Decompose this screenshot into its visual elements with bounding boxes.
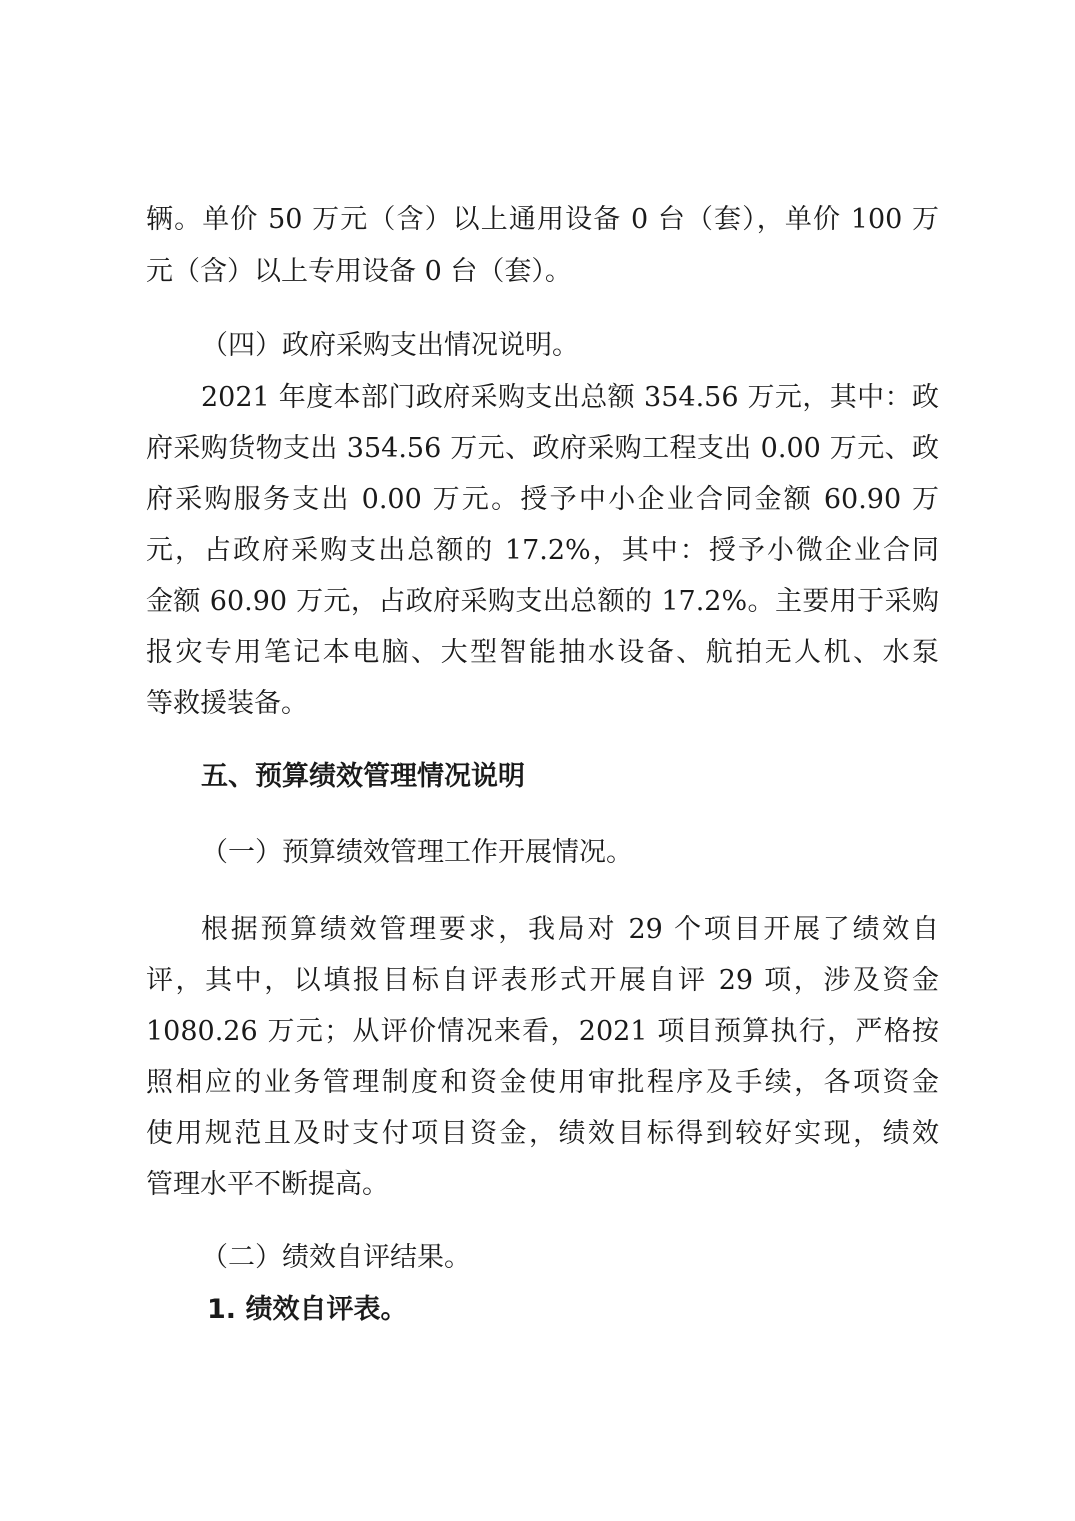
paragraph-line: 辆。单价 50 万元（含）以上通用设备 0 台（套），单价 100 万 [146,204,939,235]
subsection-heading-results: （二）绩效自评结果。 [201,1242,471,1273]
paragraph-line: 元（含）以上专用设备 0 台（套）。 [146,256,572,287]
paragraph-line: 照相应的业务管理制度和资金使用审批程序及手续，各项资金 [146,1067,939,1098]
paragraph-line: 根据预算绩效管理要求，我局对 29 个项目开展了绩效自 [201,914,939,945]
paragraph-line: 报灾专用笔记本电脑、大型智能抽水设备、航拍无人机、水泵 [146,637,939,668]
paragraph-line: 府采购货物支出 354.56 万元、政府采购工程支出 0.00 万元、政 [146,433,939,464]
section-heading-procurement: （四）政府采购支出情况说明。 [201,330,579,361]
paragraph-line: 元，占政府采购支出总额的 17.2%，其中：授予小微企业合同 [146,535,939,566]
paragraph-line: 管理水平不断提高。 [146,1169,389,1200]
paragraph-line: 等救援装备。 [146,688,308,719]
paragraph-line: 府采购服务支出 0.00 万元。授予中小企业合同金额 60.90 万 [146,484,939,515]
paragraph-line: 金额 60.90 万元，占政府采购支出总额的 17.2%。主要用于采购 [146,586,939,617]
item-heading-self-evaluation-table: 1. 绩效自评表。 [207,1294,408,1325]
subsection-heading-work: （一）预算绩效管理工作开展情况。 [201,837,633,868]
paragraph-line: 评，其中，以填报目标自评表形式开展自评 29 项，涉及资金 [146,965,939,996]
paragraph-line: 使用规范且及时支付项目资金，绩效目标得到较好实现，绩效 [146,1118,939,1149]
section-heading-budget-performance: 五、预算绩效管理情况说明 [201,761,525,792]
paragraph-line: 2021 年度本部门政府采购支出总额 354.56 万元，其中：政 [201,382,939,413]
paragraph-line: 1080.26 万元；从评价情况来看，2021 项目预算执行，严格按 [146,1016,939,1047]
